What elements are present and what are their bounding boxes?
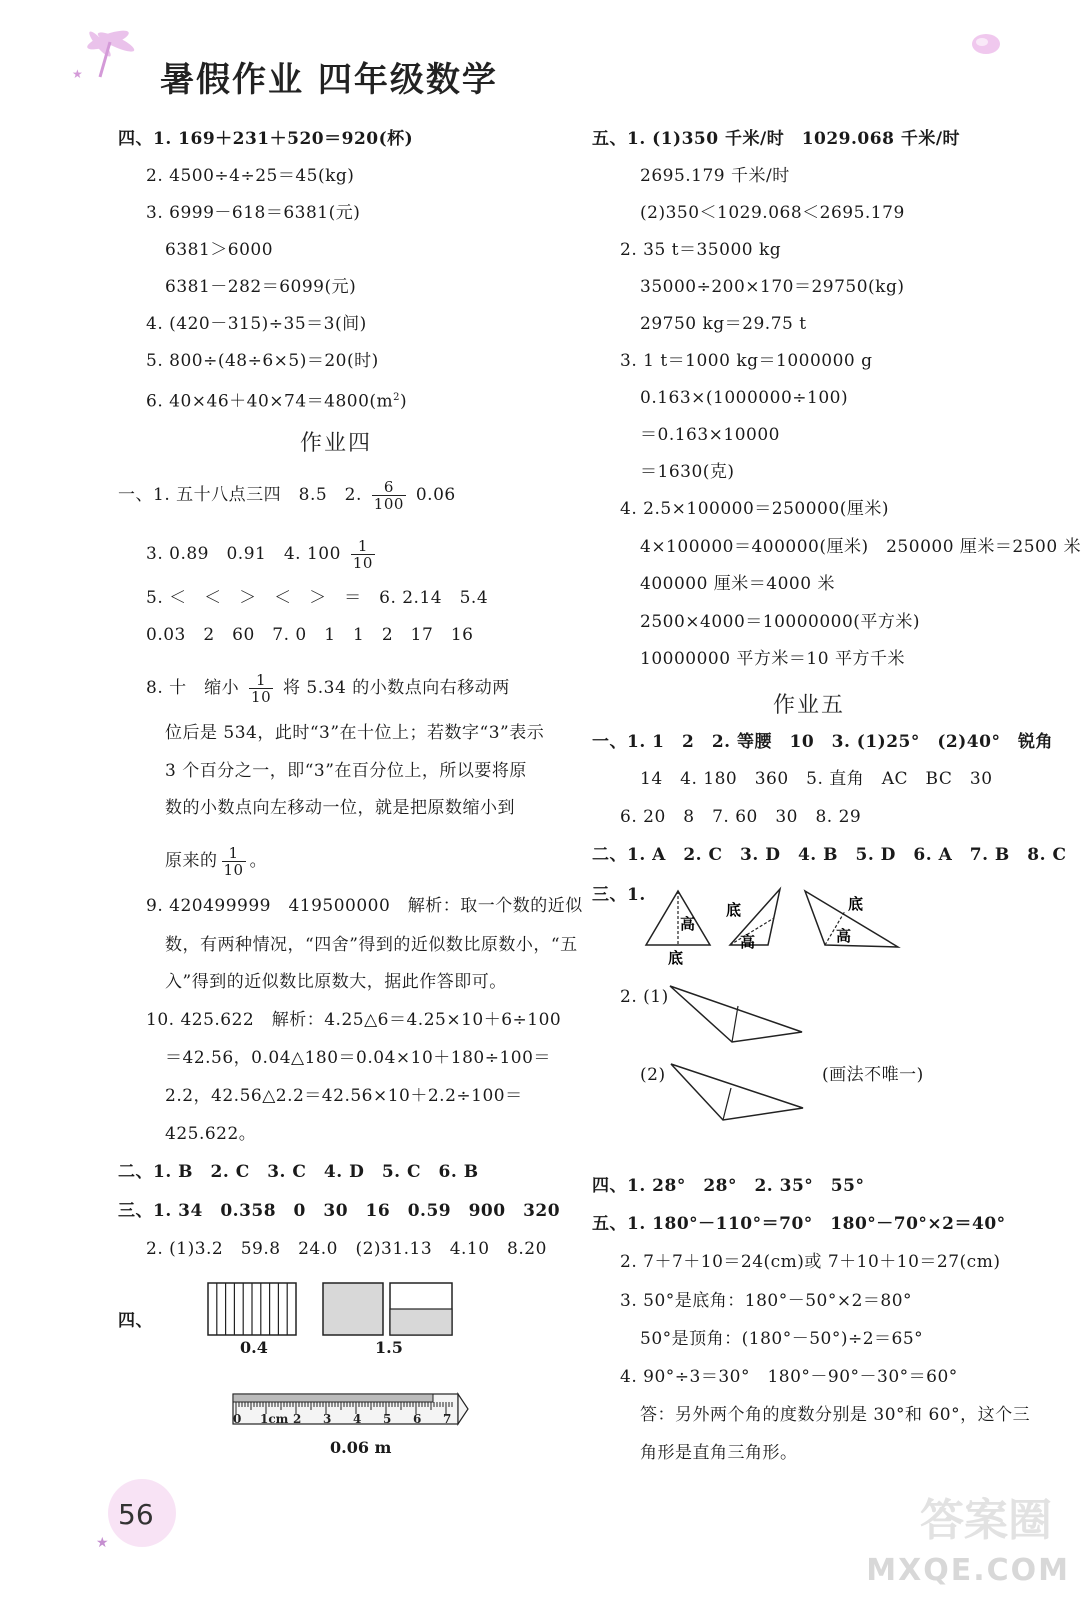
answer-line: 4. (420－315)÷35＝3(间) bbox=[146, 314, 367, 334]
height-label: 高 bbox=[680, 915, 696, 933]
answer-line: 4. 2.5×100000＝250000(厘米) bbox=[620, 499, 889, 519]
answer-line: 6381＞6000 bbox=[165, 240, 274, 260]
height-label: 高 bbox=[836, 927, 852, 945]
answer-line: 50°是顶角：(180°－50°)÷2＝65° bbox=[640, 1329, 924, 1349]
answer-line: 0.163×(1000000÷100) bbox=[640, 388, 849, 408]
answer-line: 数，有两种情况，“四舍”得到的近似数比原数小，“五 bbox=[165, 935, 578, 955]
answer-line: 9. 420499999 419500000 解析：取一个数的近似 bbox=[146, 896, 583, 916]
page-number: 56 bbox=[118, 1498, 154, 1531]
answer-line: 0.03 2 60 7. 0 1 1 2 17 16 bbox=[146, 625, 474, 645]
ruler-tick-label: 7 bbox=[443, 1412, 452, 1426]
one-point-five-figure bbox=[320, 1280, 460, 1340]
fraction: $\frac{1}{10}$ bbox=[223, 844, 244, 879]
answer-line: 14 4. 180 360 5. 直角 AC BC 30 bbox=[640, 769, 993, 789]
answer-line: ＝1630(克) bbox=[640, 462, 735, 482]
answer-line: 425.622。 bbox=[165, 1124, 257, 1144]
page-title: 暑假作业 四年级数学 bbox=[160, 60, 498, 100]
answer-line: ＝0.163×10000 bbox=[640, 425, 780, 445]
ruler-tick-label: 4 bbox=[353, 1412, 362, 1426]
ruler-tick-label: 2 bbox=[293, 1412, 302, 1426]
base-label: 底 bbox=[668, 949, 684, 967]
answer-line: 四、1. 169＋231＋520＝920(杯) bbox=[118, 129, 414, 149]
answer-line: (2)350＜1029.068＜2695.179 bbox=[640, 203, 905, 223]
tenths-figure bbox=[205, 1280, 300, 1340]
answer-line: 2. (1)3.2 59.8 24.0 (2)31.13 4.10 8.20 bbox=[146, 1239, 547, 1259]
answer-line: 3. 6999－618＝6381(元) bbox=[146, 203, 361, 223]
figure-label: 1.5 bbox=[375, 1338, 403, 1357]
answer-line: 3. 1 t＝1000 kg＝1000000 g bbox=[620, 351, 873, 371]
answer-line: 角形是直角三角形。 bbox=[640, 1443, 798, 1463]
answer-line: 一、1. 1 2 2. 等腰 10 3. (1)25° (2)40° 锐角 bbox=[592, 732, 1053, 752]
answer-line: 400000 厘米＝4000 米 bbox=[640, 574, 835, 594]
base-label: 底 bbox=[848, 895, 864, 913]
obtuse-triangle-figure-2 bbox=[665, 1058, 810, 1128]
answer-line: 四、1. 28° 28° 2. 35° 55° bbox=[592, 1176, 865, 1196]
height-label: 高 bbox=[740, 933, 756, 951]
answer-line: 3. 50°是底角：180°－50°×2＝80° bbox=[620, 1291, 913, 1311]
answer-line: 6. 20 8 7. 60 30 8. 29 bbox=[620, 807, 862, 827]
answer-line: 4. 90°÷3＝30° 180°－90°－30°＝60° bbox=[620, 1367, 958, 1387]
answer-line: 4×100000＝400000(厘米) 250000 厘米＝2500 米 bbox=[640, 537, 1082, 557]
answer-line: 5. ＜ ＜ ＞ ＜ ＞ ＝ 6. 2.14 5.4 bbox=[146, 588, 489, 608]
ruler-tick-label: 3 bbox=[323, 1412, 332, 1426]
fraction: $\frac{6}{100}$ bbox=[373, 478, 404, 513]
fraction: $\frac{1}{10}$ bbox=[251, 671, 272, 706]
answer-line: 五、1. (1)350 千米/时 1029.068 千米/时 bbox=[592, 129, 961, 149]
base-label: 底 bbox=[726, 901, 742, 919]
drawing-note: (画法不唯一) bbox=[822, 1065, 924, 1085]
ruler-tick-label: 6 bbox=[413, 1412, 422, 1426]
answer-line: 三、1. 34 0.358 0 30 16 0.59 900 320 bbox=[118, 1201, 561, 1221]
answer-line: 三、1. bbox=[592, 885, 646, 905]
svg-text:★: ★ bbox=[72, 67, 83, 81]
answer-line: 2. 35 t＝35000 kg bbox=[620, 240, 782, 260]
section-heading: 作业四 bbox=[300, 431, 373, 456]
figure-label: 0.4 bbox=[240, 1338, 268, 1357]
answer-line: 3 个百分之一，即“3”在百分位上，所以要将原 bbox=[165, 761, 527, 781]
answer-line: (2) bbox=[640, 1065, 666, 1085]
answer-line: 2. 4500÷4÷25＝45(kg) bbox=[146, 166, 355, 186]
shell-decoration bbox=[968, 30, 1008, 60]
answer-line: 3. 0.89 0.91 4. 100 $\frac{1}{10}$ bbox=[146, 537, 373, 572]
answer-line: 答：另外两个角的度数分别是 30°和 60°，这个三 bbox=[640, 1405, 1031, 1425]
answer-line: 2. 7＋7＋10＝24(cm)或 7＋10＋10＝27(cm) bbox=[620, 1252, 1001, 1272]
svg-text:★: ★ bbox=[96, 1535, 109, 1551]
answer-line: 10. 425.622 解析：4.25△6＝4.25×10＋6÷100 bbox=[146, 1010, 562, 1030]
answer-line: 35000÷200×170＝29750(kg) bbox=[640, 277, 905, 297]
answer-line: 五、1. 180°－110°＝70° 180°－70°×2＝40° bbox=[592, 1214, 1006, 1234]
answer-line: 2500×4000＝10000000(平方米) bbox=[640, 612, 921, 632]
ruler-tick-label: 5 bbox=[383, 1412, 392, 1426]
answer-line: 位后是 534，此时“3”在十位上；若数字“3”表示 bbox=[165, 723, 545, 743]
answer-line: 6381－282＝6099(元) bbox=[165, 277, 357, 297]
triangle-figures bbox=[640, 885, 910, 970]
watermark-logo: 答案圈 bbox=[920, 1495, 1052, 1546]
answer-line: ＝42.56，0.04△180＝0.04×10＋180÷100＝ bbox=[165, 1048, 551, 1068]
answer-line: 二、1. B 2. C 3. C 4. D 5. C 6. B bbox=[118, 1162, 479, 1182]
fraction: $\frac{1}{10}$ bbox=[352, 537, 373, 572]
answer-line: 2. (1) bbox=[620, 987, 669, 1007]
answer-line: 29750 kg＝29.75 t bbox=[640, 314, 807, 334]
ruler-tick-label: 1cm bbox=[260, 1412, 289, 1426]
answer-line: 10000000 平方米＝10 平方千米 bbox=[640, 649, 905, 669]
obtuse-triangle-figure-1 bbox=[660, 980, 810, 1050]
answer-line: 原来的 $\frac{1}{10}$ 。 bbox=[165, 844, 268, 879]
ruler-figure bbox=[228, 1390, 478, 1440]
ruler-label: 0.06 m bbox=[330, 1438, 392, 1457]
palm-decoration bbox=[70, 22, 150, 82]
answer-line: 数的小数点向左移动一位，就是把原数缩小到 bbox=[165, 798, 515, 818]
ruler-tick-label: 0 bbox=[233, 1412, 242, 1426]
answer-line: 8. 十 缩小 $\frac{1}{10}$ 将 5.34 的小数点向右移动两 bbox=[146, 671, 510, 706]
watermark-url: MXQE.COM bbox=[866, 1553, 1070, 1588]
section-heading: 作业五 bbox=[773, 693, 846, 718]
answer-line: 6. $40\times 46+40\times 74=4800(m^2)$ bbox=[146, 391, 408, 412]
answer-line: 入”得到的近似数比原数大，据此作答即可。 bbox=[165, 972, 507, 992]
answer-line: 一、1. 五十八点三四 8.5 2. $\frac{6}{100}$ 0.06 bbox=[118, 478, 456, 513]
answer-line: 二、1. A 2. C 3. D 4. B 5. D 6. A 7. B 8. C bbox=[592, 845, 1067, 865]
answer-line: 2.2，42.56△2.2＝42.56×10＋2.2÷100＝ bbox=[165, 1086, 523, 1106]
answer-line: 2695.179 千米/时 bbox=[640, 166, 790, 186]
answer-line: 5. 800÷(48÷6×5)＝20(时) bbox=[146, 351, 379, 371]
answer-line: 四、 bbox=[118, 1311, 153, 1331]
